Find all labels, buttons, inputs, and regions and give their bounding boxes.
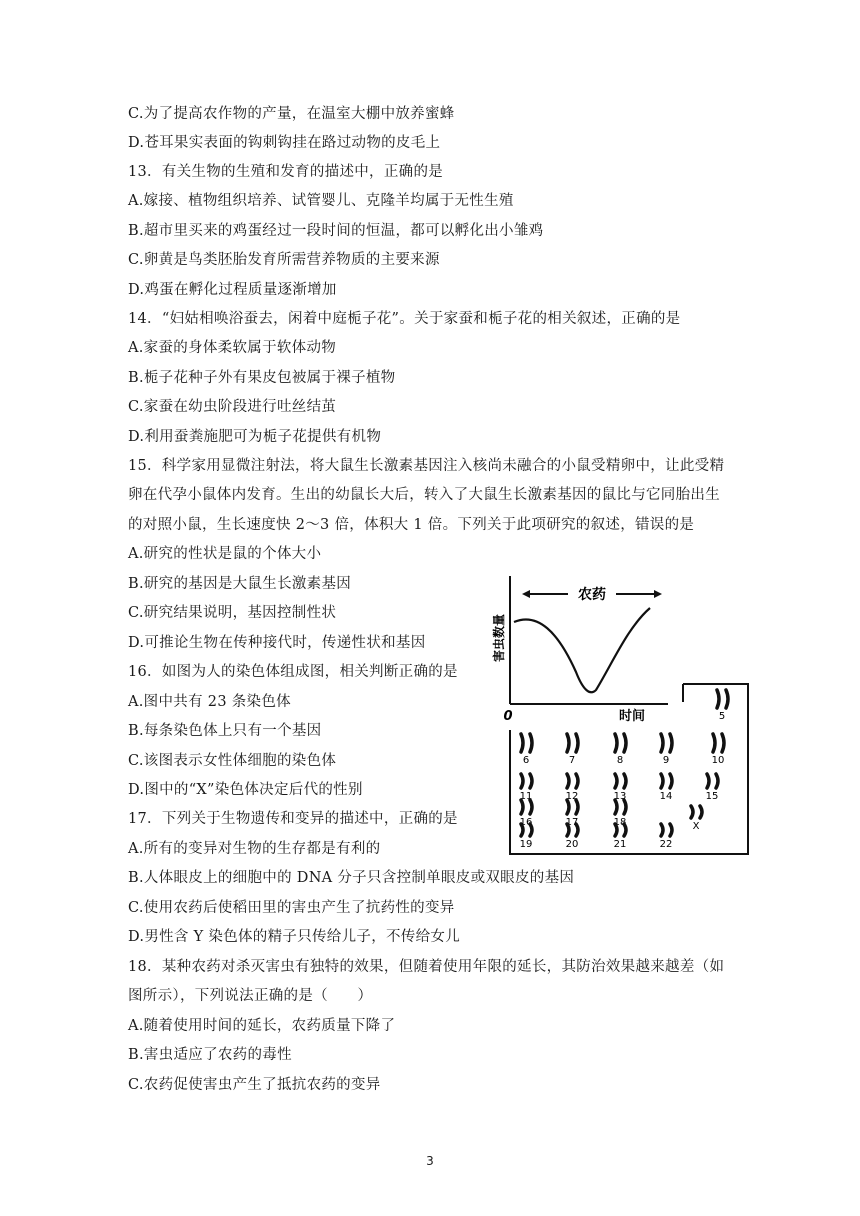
text-line: B.超市里买来的鸡蛋经过一段时间的恒温，都可以孵化出小雏鸡 (128, 223, 544, 239)
text-line: B.人体眼皮上的细胞中的 DNA 分子只含控制单眼皮或双眼皮的基因 (128, 870, 575, 886)
y-axis-label: 害虫数量 (492, 613, 506, 663)
chromosome-pair (717, 690, 728, 708)
karyotype-figure (505, 682, 750, 858)
text-line: C.农药促使害虫产生了抵抗农药的变异 (128, 1077, 381, 1093)
text-line: C.卵黄是鸟类胚胎发育所需营养物质的主要来源 (128, 252, 440, 268)
text-line: 17．下列关于生物遗传和变异的描述中，正确的是 (128, 811, 458, 827)
chromosome-pair (661, 824, 672, 836)
chromosome-label: 7 (568, 755, 576, 766)
chromosome-pair (661, 774, 672, 788)
chromosome-label: 22 (659, 839, 673, 850)
chromosome-pair (707, 774, 718, 788)
text-line: A.嫁接、植物组织培养、试管婴儿、克隆羊均属于无性生殖 (128, 193, 514, 209)
chromosome-pair (691, 806, 702, 818)
text-line: C.家蚕在幼虫阶段进行吐丝结茧 (128, 399, 337, 415)
chromosome-pair (567, 774, 578, 788)
text-line: C.为了提高农作物的产量，在温室大棚中放养蜜蜂 (128, 106, 455, 122)
chromosome-pair (615, 774, 626, 788)
text-line: D.利用蚕粪施肥可为栀子花提供有机物 (128, 429, 382, 445)
text-line: A.随着使用时间的延长，农药质量下降了 (128, 1018, 396, 1034)
text-line: A.研究的性状是鼠的个体大小 (128, 546, 322, 562)
chromosome-label: 8 (616, 755, 624, 766)
text-line: D.苍耳果实表面的钩刺钩挂在路过动物的皮毛上 (128, 135, 441, 151)
text-line: 的对照小鼠，生长速度快 2～3 倍，体积大 1 倍。下列关于此项研究的叙述，错误的是 (128, 517, 695, 533)
text-line: B.栀子花种子外有果皮包被属于裸子植物 (128, 370, 396, 386)
chromosome-label: 12 (565, 791, 579, 802)
text-line: 14．“妇姑相唤浴蚕去，闲着中庭栀子花”。关于家蚕和栀子花的相关叙述，正确的是 (128, 311, 681, 327)
chromosome-label: 20 (565, 839, 579, 850)
text-line: 15．科学家用显微注射法，将大鼠生长激素基因注入核尚未融合的小鼠受精卵中，让此受精 (128, 458, 725, 474)
text-line: 图所示），下列说法正确的是（ ） (128, 988, 373, 1004)
text-line: C.该图表示女性体细胞的染色体 (128, 753, 337, 769)
page-number: 3 (426, 1154, 434, 1168)
origin-label: 0 (503, 709, 513, 724)
text-line: D.可推论生物在传种接代时，传递性状和基因 (128, 635, 426, 651)
text-line: B.研究的基因是大鼠生长激素基因 (128, 576, 352, 592)
text-line: B.害虫适应了农药的毒性 (128, 1047, 292, 1063)
chromosome-label: 9 (662, 755, 670, 766)
x-axis-label: 时间 (618, 709, 646, 724)
chromosome-label: 16 (519, 817, 533, 828)
text-line: D.鸡蛋在孵化过程质量逐渐增加 (128, 282, 337, 298)
text-line: 卵在代孕小鼠体内发育。生出的幼鼠长大后，转入了大鼠生长激素基因的鼠比与它同胎出生 (128, 487, 720, 503)
text-line: 13．有关生物的生殖和发育的描述中，正确的是 (128, 164, 444, 180)
chromosome-label: X (692, 821, 700, 832)
chromosome-label: 10 (711, 755, 725, 766)
chromosome-label: 21 (613, 839, 627, 850)
chromosome-label: 14 (659, 791, 673, 802)
chromosome-label: 18 (613, 817, 627, 828)
karyotype-frame (510, 684, 748, 854)
chromosome-pair (521, 800, 532, 814)
chromosome-pair (521, 774, 532, 788)
chromosome-label: 11 (519, 791, 533, 802)
chromosome-pair (521, 734, 532, 752)
pesticide-label: 农药 (578, 587, 606, 603)
chromosome-label: 17 (565, 817, 579, 828)
text-line: A.所有的变异对生物的生存都是有利的 (128, 841, 381, 857)
chromosome-label: 13 (613, 791, 627, 802)
chromosome-label: 6 (522, 755, 530, 766)
chromosome-label: 5 (718, 711, 726, 722)
chromosome-label: 19 (519, 839, 533, 850)
text-line: B.每条染色体上只有一个基因 (128, 723, 322, 739)
text-line: D.男性含 Y 染色体的精子只传给儿子，不传给女儿 (128, 929, 461, 945)
text-line: D.图中的“X”染色体决定后代的性别 (128, 782, 363, 798)
chromosome-pair (615, 734, 626, 752)
text-line: 18．某种农药对杀灭害虫有独特的效果，但随着使用年限的延长，其防治效果越来越差（如 (128, 959, 725, 975)
text-line: C.使用农药后使稻田里的害虫产生了抗药性的变异 (128, 900, 455, 916)
text-line: C.研究结果说明，基因控制性状 (128, 605, 337, 621)
chromosome-pair (615, 800, 626, 814)
text-line: 16．如图为人的染色体组成图，相关判断正确的是 (128, 664, 458, 680)
chromosome-pair (567, 800, 578, 814)
chromosome-label: 15 (705, 791, 719, 802)
chromosome-pair (661, 734, 672, 752)
text-line: A.图中共有 23 条染色体 (128, 694, 291, 710)
text-line: A.家蚕的身体柔软属于软体动物 (128, 340, 337, 356)
chromosome-pair (567, 734, 578, 752)
chromosome-pair (713, 734, 724, 752)
